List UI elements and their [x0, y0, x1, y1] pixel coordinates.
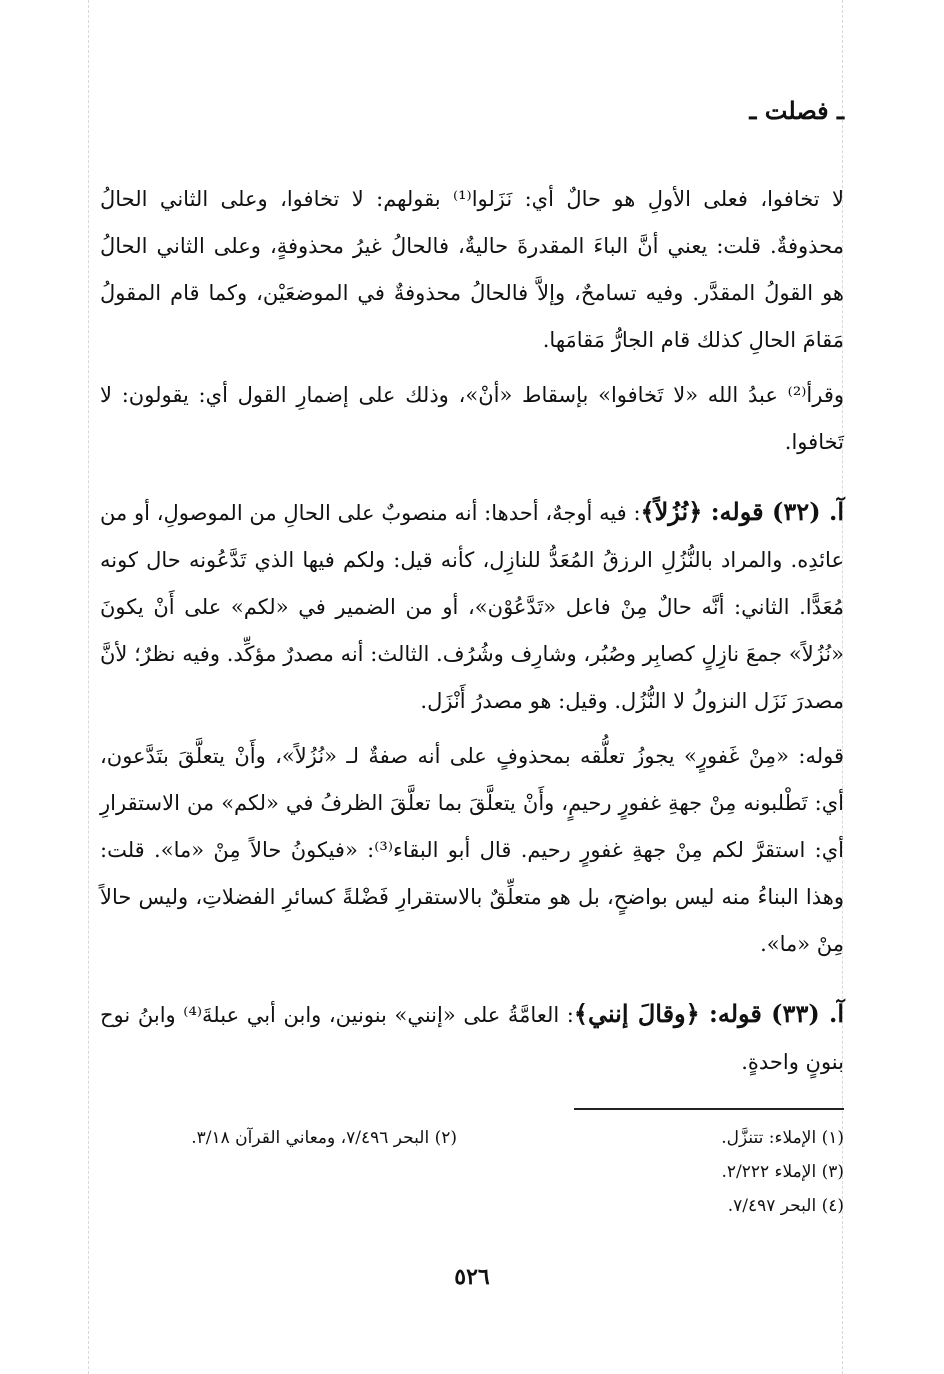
footnote-rule — [574, 1108, 844, 1110]
paragraph-1: لا تخافوا، فعلى الأولِ هو حالٌ أي: نَزَلوا⁽¹⁾ بقولهم: لا تخافوا، وعلى الثاني الحالُ محذوفةٌ. قلت: يعني أنَّ الباءَ المقدرةَ حاليةٌ، فالحالُ غيرُ محذوفةٍ، وعلى الثاني الحالُ هو القولُ المقدَّر. وفيه تسامحٌ، وإلاَّ فالحالُ محذوفةٌ في الموضعَيْن، وكما قام المقولُ مَقامَ الحالِ كذلك قام الجارُّ مَقامَها. — [100, 187, 844, 352]
paragraph-verse-33 — [100, 990, 844, 1086]
margin-guide-left — [88, 0, 89, 1374]
paragraph-verse-32 — [100, 488, 844, 725]
footnote-3: (٣) الإملاء ٢/٢٢٢. — [721, 1162, 844, 1182]
page-number: ٥٢٦ — [454, 1264, 490, 1290]
verse-33-commentary: : العامَّةُ على «إنني» بنونين، وابن أبي عبلةَ⁽⁴⁾ وابنُ نوح بنونٍ واحدةٍ. — [100, 1003, 844, 1074]
verse-32-commentary: : فيه أوجهٌ، أحدها: أنه منصوبٌ على الحالِ من الموصولِ، أو من عائدِه. والمراد بالنُّزُلِ الرزقُ المُعَدُّ للنازِل، كأنه قيل: ولكم فيها الذي تَدَّعُونه حال كونه مُعَدًّا. الثاني: أنَّه حالٌ مِنْ فاعل «تَدَّعُوْن»، أو من الضمير في «لكم» على أَنْ يكونَ «نُزُلاً» جمعَ نازِلٍ كصابِر وصُبُر، وشارِف وشُرُف. الثالث: أنه مصدرٌ مؤكِّد. وفيه نظرٌ؛ لأنَّ مصدرَ نَزَل النزولُ لا النُّزُل. وقيل: هو مصدرُ أَنْزَل. — [100, 501, 844, 713]
footnote-4: (٤) البحر ٧/٤٩٧. — [727, 1196, 844, 1216]
main-text — [100, 176, 844, 1094]
paragraph-2: وقرأ⁽²⁾ عبدُ الله «لا تَخافوا» بإسقاط «أنْ»، وذلك على إضمارِ القول أي: يقولون: لا تَخافوا. — [100, 383, 844, 454]
footnotes — [100, 1108, 844, 1220]
verse-heading-33: آ. (٣٣) قوله: ﴿وقالَ إنني﴾ — [573, 999, 844, 1028]
paragraph-4: قوله: «مِنْ غَفورٍ» يجوزُ تعلُّقه بمحذوفٍ على أنه صفةٌ لـ «نُزُلاً»، وأَنْ يتعلَّقَ بتَدَّعون، أي: تَطْلبونه مِنْ جهةِ غفورٍ رحيمٍ، وأَنْ يتعلَّقَ بما تعلَّقَ الظرفُ في «لكم» من الاستقرارِ أي: استقرَّ لكم مِنْ جهةِ غفورٍ رحيم. قال أبو البقاء⁽³⁾: «فيكونُ حالاً مِنْ «ما». قلت: وهذا البناءُ منه ليس بواضحٍ، بل هو متعلِّقٌ بالاستقرارِ فَضْلةً كسائرِ الفضلاتِ، وليس حالاً مِنْ «ما». — [100, 744, 844, 956]
verse-heading-32: آ. (٣٢) قوله: ﴿نُزُلاً﴾ — [640, 497, 844, 526]
footnote-1: (١) الإملاء: تتنزَّل. — [721, 1128, 844, 1148]
running-header: ـ فصلت ـ — [749, 96, 844, 125]
footnote-2: (٢) البحر ٧/٤٩٦، ومعاني القرآن ٣/١٨. — [191, 1128, 457, 1148]
